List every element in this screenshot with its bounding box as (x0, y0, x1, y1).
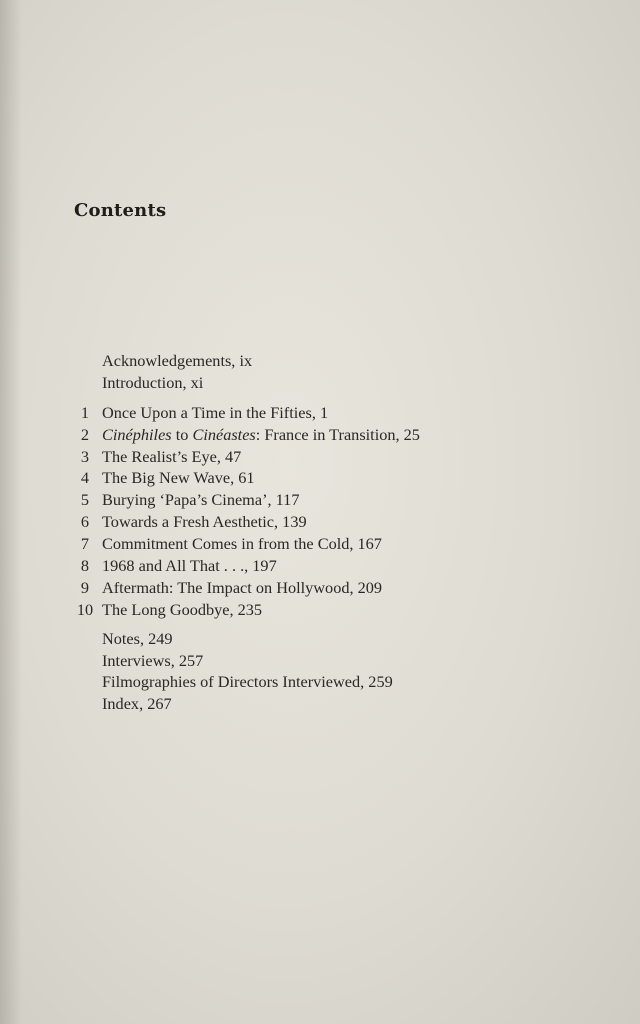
chapter-number: 9 (80, 577, 90, 597)
chapter-title: The Big New Wave, 61 (102, 468, 255, 488)
toc-entry-filmographies (0, 671, 640, 693)
toc-entry-interviews (0, 650, 640, 672)
chapter-number: 5 (80, 490, 90, 510)
toc-chapter-5 (0, 489, 640, 511)
chapter-title: The Realist’s Eye, 47 (102, 446, 242, 466)
chapter-number: 10 (76, 599, 94, 619)
toc-entry-index (0, 693, 640, 715)
toc-entry-notes (0, 628, 640, 650)
toc-chapter-9 (0, 577, 640, 599)
toc-entry-label: Acknowledgements, ix (102, 351, 253, 370)
toc-chapter-1 (0, 402, 640, 424)
toc-chapter-2 (0, 424, 640, 446)
chapter-number: 2 (80, 424, 90, 444)
chapter-title: Once Upon a Time in the Fifties, 1 (102, 402, 329, 422)
section-spacer (0, 621, 640, 628)
chapter-number: 7 (80, 534, 90, 554)
chapter-number: 1 (80, 402, 90, 422)
chapter-number: 4 (80, 468, 90, 488)
toc-chapter-8 (0, 555, 640, 577)
toc-chapter-10 (0, 599, 640, 621)
chapter-title: The Long Goodbye, 235 (102, 599, 263, 619)
chapter-title: Burying ‘Papa’s Cinema’, 117 (102, 490, 300, 510)
toc-entry-label: Index, 267 (102, 694, 172, 714)
toc-entry-acknowledgements (0, 350, 640, 372)
chapter-number: 6 (80, 512, 90, 532)
chapter-title: Commitment Comes in from the Cold, 167 (102, 534, 382, 554)
chapter-number: 3 (80, 446, 90, 466)
toc-chapter-7 (0, 533, 640, 555)
chapter-title-part: to (171, 424, 193, 444)
toc-entry-introduction (0, 372, 640, 394)
page-title: Contents (74, 200, 167, 221)
toc-chapter-4 (0, 467, 640, 489)
chapter-title: Aftermath: The Impact on Hollywood, 209 (102, 577, 383, 597)
toc-entry-label: Filmographies of Directors Interviewed, 259 (102, 672, 393, 692)
chapter-title-italic-part: Cinéphiles (102, 424, 172, 444)
chapter-title-part: : France in Transition, 25 (255, 424, 420, 444)
table-of-contents (0, 350, 640, 715)
chapter-title: 1968 and All That . . ., 197 (102, 556, 277, 576)
section-spacer (0, 394, 640, 402)
chapter-number: 8 (80, 556, 90, 576)
chapter-title (102, 424, 420, 446)
chapter-title: Towards a Fresh Aesthetic, 139 (102, 512, 307, 532)
chapter-title-italic-part: Cinéastes (192, 424, 256, 444)
toc-entry-label: Introduction, xi (102, 372, 204, 392)
toc-entry-label: Interviews, 257 (102, 650, 204, 670)
toc-chapter-3 (0, 446, 640, 468)
toc-entry-label: Notes, 249 (102, 628, 173, 648)
toc-chapter-6 (0, 511, 640, 533)
